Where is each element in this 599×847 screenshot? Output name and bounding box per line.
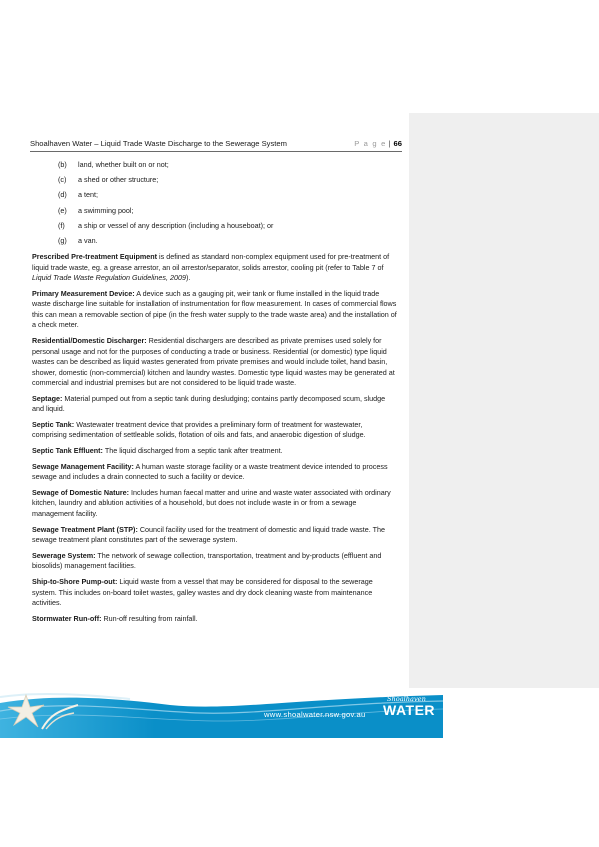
page-indicator bbox=[354, 139, 402, 148]
definition-text: A device such as a gauging pit, weir tank or flume installed in the liquid trade waste discharge line suitable for installation of instrumentation for flow measurement. In cases of commercial flows this can mean a removable section of pipe (in the fresh water supply to the trade waste area) and the installation of a check meter. bbox=[32, 288, 397, 330]
list-item bbox=[32, 206, 398, 221]
definition-term: Septic Tank: bbox=[32, 419, 75, 429]
definition-text: Run-off resulting from rainfall. bbox=[101, 613, 198, 623]
definition-text: Council facility used for the treatment of domestic and liquid trade waste. The sewage treatment plant constitutes part of the sewerage system. bbox=[32, 524, 386, 545]
definition-text: is defined as standard non-complex equipment used for pre-treatment of liquid trade waste, eg. a grease arrestor, an oil arrestor/separator, solids arrestor, cooling pit (refer to Table 7 of bbox=[32, 252, 390, 272]
list-item-text: a shed or other structure; bbox=[78, 175, 159, 185]
list-item-label: (c) bbox=[58, 175, 67, 185]
definition-text: A human waste storage facility or a waste treatment device intended to process sewage and includes a drain connected to such a facility or device. bbox=[32, 461, 388, 482]
list-item bbox=[32, 236, 398, 251]
definition-residential-domestic-discharger bbox=[32, 336, 398, 389]
definition-prescribed-pretreatment-equipment bbox=[32, 252, 398, 284]
footer-website: www.shoalwater.nsw.gov.au bbox=[264, 710, 366, 719]
definition-ship-to-shore-pump-out bbox=[32, 577, 398, 609]
list-item-label: (f) bbox=[58, 220, 65, 230]
header-rule bbox=[30, 151, 402, 152]
definition-text: Includes human faecal matter and urine and waste water associated with ordinary kitchen, laundry and ablution activities of a household, but does not include waste in or from a sewage management facility. bbox=[32, 487, 391, 518]
definition-term: Sewerage System: bbox=[32, 550, 96, 560]
list-item-text: a ship or vessel of any description (including a houseboat); or bbox=[78, 220, 274, 230]
definition-stormwater-run-off bbox=[32, 614, 398, 625]
definition-sewage-management-facility bbox=[32, 462, 398, 483]
list-item-label: (g) bbox=[58, 235, 67, 245]
definition-term: Sewage of Domestic Nature: bbox=[32, 487, 130, 497]
logo-script: Shoalhaven bbox=[387, 695, 426, 703]
definition-septic-tank bbox=[32, 420, 398, 441]
page-label: P a g e bbox=[354, 139, 387, 148]
list-item bbox=[32, 160, 398, 175]
definition-text: The network of sewage collection, transportation, treatment and by-products (effluent and biosolids) management facilities. bbox=[32, 550, 382, 571]
definition-septic-tank-effluent bbox=[32, 446, 398, 457]
definition-term: Prescribed Pre-treatment Equipment bbox=[32, 252, 158, 262]
shoalhaven-water-logo bbox=[383, 695, 435, 718]
logo-word: WATER bbox=[383, 702, 436, 718]
list-item bbox=[32, 190, 398, 205]
page-footer bbox=[0, 689, 443, 738]
list-item-text: land, whether built on or not; bbox=[78, 160, 169, 169]
document-body bbox=[32, 160, 398, 629]
definition-term: Septage: bbox=[32, 393, 63, 403]
list-item-text: a tent; bbox=[78, 190, 98, 200]
list-item-text: a swimming pool; bbox=[78, 205, 134, 215]
list-item-label: (b) bbox=[58, 160, 67, 169]
definition-text: The liquid discharged from a septic tank after treatment. bbox=[102, 446, 283, 456]
definition-term: Sewage Management Facility: bbox=[32, 461, 134, 471]
definition-citation: Liquid Trade Waste Regulation Guidelines, 2009 bbox=[32, 273, 186, 283]
definition-term: Stormwater Run-off: bbox=[32, 613, 102, 623]
page-number: 66 bbox=[393, 139, 402, 148]
definition-text: Residential dischargers are described as private premises used solely for personal usage and not for the purposes of conducting a trade or business. Residential (or domestic) type liquid wastes can be described as liquid wastes generated from private premises and would include toilet, hand basin, shower, domestic (non-commercial) kitchen and laundry wastes. Domestic type liquid wastes may be generated at commercial and industrial premises but are not considered to be liquid trade waste. bbox=[32, 336, 395, 387]
definition-term: Sewage Treatment Plant (STP): bbox=[32, 524, 138, 534]
definition-text: Wastewater treatment device that provides a preliminary form of treatment for wastewater, comprising sedimentation of settleable solids, flotation of oils and fats, and anaerobic digestion of sludge. bbox=[32, 419, 366, 440]
list-item-label: (e) bbox=[58, 205, 67, 215]
seagrass-icon bbox=[40, 701, 80, 731]
definition-septage bbox=[32, 394, 398, 415]
definition-text: Material pumped out from a septic tank during desludging; contains partly decomposed scum, sludge and liquid. bbox=[32, 393, 386, 414]
definition-term: Septic Tank Effluent: bbox=[32, 446, 103, 456]
page-header bbox=[30, 136, 402, 150]
definition-term: Residential/Domestic Discharger: bbox=[32, 336, 147, 345]
definition-text: Liquid waste from a vessel that may be considered for disposal to the sewerage system. This includes on-board toilet wastes, galley wastes and dry dock cleaning waste from maintenance activities. bbox=[32, 577, 373, 607]
document-title: Shoalhaven Water – Liquid Trade Waste Discharge to the Sewerage System bbox=[30, 139, 287, 148]
definition-term: Ship-to-Shore Pump-out: bbox=[32, 577, 118, 586]
list-item-text: a van. bbox=[78, 235, 98, 245]
definition-sewage-of-domestic-nature bbox=[32, 488, 398, 520]
definition-term: Primary Measurement Device: bbox=[32, 288, 135, 298]
definition-sewage-treatment-plant bbox=[32, 525, 398, 546]
list-item bbox=[32, 221, 398, 236]
list-item-label: (d) bbox=[58, 190, 67, 200]
definition-text-end: ). bbox=[185, 273, 191, 283]
page-separator: | bbox=[388, 139, 391, 148]
margin-panel bbox=[409, 113, 599, 688]
list-item bbox=[32, 175, 398, 190]
definition-sewerage-system bbox=[32, 551, 398, 572]
definition-primary-measurement-device bbox=[32, 289, 398, 331]
